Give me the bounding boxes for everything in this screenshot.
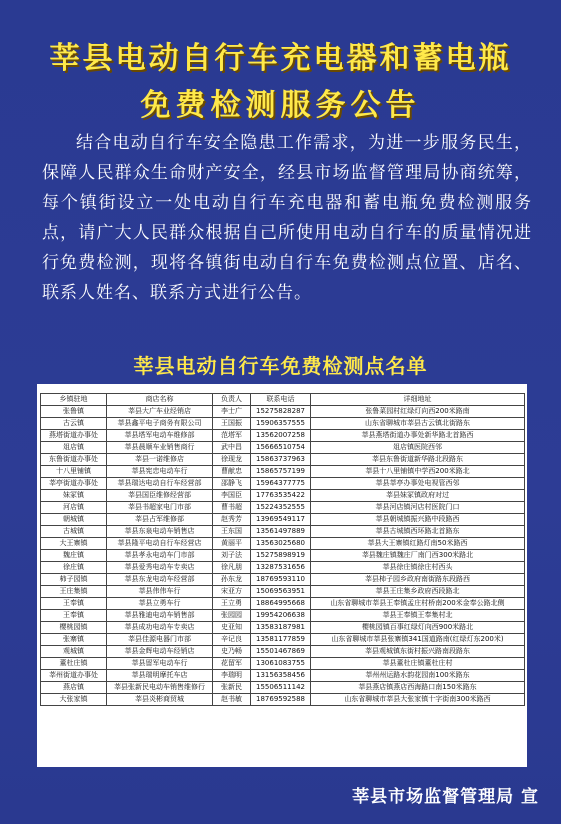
cell-store-name: 莘县东龙电动车经营部 [107, 574, 213, 586]
cell-town: 燕店镇 [41, 682, 107, 694]
cell-contact-person: 张新民 [213, 682, 251, 694]
cell-address: 莘县十八里铺镇中学西200米路北 [311, 466, 525, 478]
cell-address: 莘县大王寨镇红路灯南50米路西 [311, 538, 525, 550]
header-town: 乡镇驻地 [41, 394, 107, 406]
table-row [41, 586, 525, 598]
cell-store-name: 莘县国臣维修经营部 [107, 490, 213, 502]
table-row [41, 418, 525, 430]
cell-phone: 13562007258 [251, 430, 311, 442]
cell-phone: 13287531656 [251, 562, 311, 574]
cell-phone: 15906357555 [251, 418, 311, 430]
cell-phone: 15964377775 [251, 478, 311, 490]
cell-store-name: 莘县立勇车行 [107, 598, 213, 610]
table-row [41, 406, 525, 418]
table-row [41, 574, 525, 586]
cell-phone: 13061083755 [251, 658, 311, 670]
cell-address: 山东省聊城市莘县古云镇北街路东 [311, 418, 525, 430]
cell-contact-person: 邵静飞 [213, 478, 251, 490]
cell-town: 大王寨镇 [41, 538, 107, 550]
cell-address: 莘县魏庄镇魏庄厂南门西300米路北 [311, 550, 525, 562]
table-panel [37, 384, 527, 767]
cell-store-name: 莘县占军维修部 [107, 514, 213, 526]
table-row [41, 466, 525, 478]
cell-phone: 15275898919 [251, 550, 311, 562]
cell-contact-person: 刘子法 [213, 550, 251, 562]
cell-phone: 15865757199 [251, 466, 311, 478]
cell-phone: 15275828287 [251, 406, 311, 418]
cell-town: 东鲁街道办事处 [41, 454, 107, 466]
cell-address: 莘县柿子园乡政府南街路东段路西 [311, 574, 525, 586]
cell-contact-person: 黄丽平 [213, 538, 251, 550]
cell-town: 河店镇 [41, 502, 107, 514]
cell-contact-person: 徐现龙 [213, 454, 251, 466]
table-row [41, 694, 525, 706]
cell-contact-person: 赵秀芳 [213, 514, 251, 526]
cell-contact-person: 王东国 [213, 526, 251, 538]
cell-town: 董杜庄镇 [41, 658, 107, 670]
cell-contact-person: 孙东龙 [213, 574, 251, 586]
cell-address: 莘县王奉镇王奉集村北 [311, 610, 525, 622]
cell-phone: 15506511142 [251, 682, 311, 694]
cell-store-name: 莘县鑫平电子商务有限公司 [107, 418, 213, 430]
cell-town: 柿子园镇 [41, 574, 107, 586]
cell-town: 王奉镇 [41, 610, 107, 622]
cell-address: 莘县燕塔街道办事处新华路北首路西 [311, 430, 525, 442]
cell-address: 莘县古城镇西环路北首路东 [311, 526, 525, 538]
table-row [41, 454, 525, 466]
cell-contact-person: 徐凡朋 [213, 562, 251, 574]
table-row [41, 634, 525, 646]
cell-store-name: 莘县成功电动车专卖店 [107, 622, 213, 634]
cell-address: 莘州州运路水韵花园南100米路东 [311, 670, 525, 682]
cell-phone: 15224352555 [251, 502, 311, 514]
cell-contact-person: 辛记良 [213, 634, 251, 646]
cell-phone: 15863737963 [251, 454, 311, 466]
cell-address: 山东省聊城市莘县张寨镇341国道路南(红绿灯东200米) [311, 634, 525, 646]
cell-town: 张寨镇 [41, 634, 107, 646]
table-row [41, 682, 525, 694]
cell-contact-person: 武中昌 [213, 442, 251, 454]
cell-town: 古城镇 [41, 526, 107, 538]
cell-phone: 13156358456 [251, 670, 311, 682]
header-store-name: 商店名称 [107, 394, 213, 406]
table-row [41, 622, 525, 634]
cell-phone: 15666510754 [251, 442, 311, 454]
cell-address: 莘县徐庄镇徐庄村西头 [311, 562, 525, 574]
cell-town: 莘亭街道办事处 [41, 478, 107, 490]
cell-phone: 13583187981 [251, 622, 311, 634]
cell-town: 大张家镇 [41, 694, 107, 706]
table-row [41, 598, 525, 610]
cell-phone: 15501467869 [251, 646, 311, 658]
cell-store-name: 莘县塔军电动车维修部 [107, 430, 213, 442]
cell-store-name: 莘县爱秀电动车专卖店 [107, 562, 213, 574]
cell-contact-person: 王国振 [213, 418, 251, 430]
table-row [41, 550, 525, 562]
table-body [41, 406, 525, 706]
table-row [41, 670, 525, 682]
cell-town: 俎店镇 [41, 442, 107, 454]
table-row [41, 478, 525, 490]
cell-phone: 19954206638 [251, 610, 311, 622]
cell-address: 莘县妹冢镇政府对过 [311, 490, 525, 502]
table-row [41, 658, 525, 670]
table-row [41, 490, 525, 502]
cell-town: 徐庄镇 [41, 562, 107, 574]
cell-store-name: 莘县宪忠电动车行 [107, 466, 213, 478]
table-row [41, 646, 525, 658]
cell-store-name: 莘县晨顺车业销售商行 [107, 442, 213, 454]
intro-paragraph: 结合电动自行车安全隐患工作需求，为进一步服务民生，保障人民群众生命财产安全，经县市场监督管理局协商统筹，每个镇街设立一处电动自行车充电器和蓄电瓶免费检测服务点，请广大人民群众根据自己所使用电动自行车的质量情况进行免费检测，现将各镇街电动自行车免费检测点位置、店名、联系人姓名、联系方式进行公告。 [42, 133, 532, 303]
cell-town: 莘州街道办事处 [41, 670, 107, 682]
table-row [41, 526, 525, 538]
cell-contact-person: 李士广 [213, 406, 251, 418]
table-row [41, 538, 525, 550]
cell-store-name: 莘县留军电动车行 [107, 658, 213, 670]
header-address: 详细地址 [311, 394, 525, 406]
cell-phone: 13969549117 [251, 514, 311, 526]
cell-town: 观城镇 [41, 646, 107, 658]
cell-store-name: 莘县瑞明摩托车店 [107, 670, 213, 682]
cell-address: 莘县王庄集乡政府西段路北 [311, 586, 525, 598]
cell-store-name: 莘县金辉电动车经销店 [107, 646, 213, 658]
cell-town: 张鲁镇 [41, 406, 107, 418]
cell-address: 俎店镇医院西邻 [311, 442, 525, 454]
title-line-2: 免费检测服务公告 [140, 88, 421, 123]
cell-town: 妹冢镇 [41, 490, 107, 502]
cell-town: 王奉镇 [41, 598, 107, 610]
cell-contact-person: 范塔军 [213, 430, 251, 442]
cell-town: 朝城镇 [41, 514, 107, 526]
cell-address: 莘县河店镇河店村医院门口 [311, 502, 525, 514]
cell-address: 莘县观城镇东街村振兴路南段路东 [311, 646, 525, 658]
cell-phone: 13581177859 [251, 634, 311, 646]
cell-phone: 18769593110 [251, 574, 311, 586]
cell-address: 莘县朝城镇振兴路中段路西 [311, 514, 525, 526]
table-row [41, 430, 525, 442]
cell-contact-person: 曹献忠 [213, 466, 251, 478]
cell-contact-person: 赵书敏 [213, 694, 251, 706]
header-phone: 联系电话 [251, 394, 311, 406]
table-header-row [41, 394, 525, 406]
inspection-points-table [40, 393, 525, 706]
cell-store-name: 莘县隆平电动自行车经营店 [107, 538, 213, 550]
cell-contact-person: 张园园 [213, 610, 251, 622]
cell-address: 张鲁菜园村红绿灯向西200米路南 [311, 406, 525, 418]
table-row [41, 442, 525, 454]
cell-phone: 17763535422 [251, 490, 311, 502]
header-contact-person: 负责人 [213, 394, 251, 406]
cell-store-name: 莘县雅迪电动车销售部 [107, 610, 213, 622]
cell-store-name: 莘县大广车业经销店 [107, 406, 213, 418]
table-title: 莘县电动自行车免费检测点名单 [133, 354, 428, 378]
cell-town: 王庄集镇 [41, 586, 107, 598]
cell-phone: 15069563951 [251, 586, 311, 598]
table-row [41, 514, 525, 526]
title-line-1: 莘县电动自行车充电器和蓄电瓶 [49, 41, 512, 76]
cell-contact-person: 宋亚方 [213, 586, 251, 598]
cell-town: 十八里铺镇 [41, 466, 107, 478]
issuer-footer: 莘县市场监督管理局 宣 [352, 787, 539, 807]
cell-town: 古云镇 [41, 418, 107, 430]
cell-contact-person: 曹书超 [213, 502, 251, 514]
cell-store-name: 莘县伟伟车行 [107, 586, 213, 598]
table-row [41, 502, 525, 514]
cell-phone: 18769592588 [251, 694, 311, 706]
cell-store-name: 莘县东泉电动车销售店 [107, 526, 213, 538]
cell-store-name: 莘县一诺维修店 [107, 454, 213, 466]
cell-address: 莘县董杜庄镇董杜庄村 [311, 658, 525, 670]
cell-phone: 13561497889 [251, 526, 311, 538]
cell-address: 莘县莘亭办事处电视管西邻 [311, 478, 525, 490]
cell-address: 山东省聊城市莘县大张家镇十字街南300米路西 [311, 694, 525, 706]
cell-store-name: 莘县孝永电动车门市部 [107, 550, 213, 562]
cell-store-name: 莘县炎彬商贸城 [107, 694, 213, 706]
cell-contact-person: 史亚知 [213, 622, 251, 634]
cell-store-name: 莘县瑞达电动自行车经营部 [107, 478, 213, 490]
cell-contact-person: 史乃畅 [213, 646, 251, 658]
cell-store-name: 莘县书超家电门市部 [107, 502, 213, 514]
cell-contact-person: 李瑞明 [213, 670, 251, 682]
table-row [41, 562, 525, 574]
cell-contact-person: 李国臣 [213, 490, 251, 502]
cell-contact-person: 王立勇 [213, 598, 251, 610]
cell-contact-person: 花留军 [213, 658, 251, 670]
cell-town: 樱桃园镇 [41, 622, 107, 634]
cell-store-name: 莘县张新民电动车销售维修行 [107, 682, 213, 694]
cell-address: 樱桃园镇百事红绿灯向西900米路北 [311, 622, 525, 634]
cell-phone: 18864995668 [251, 598, 311, 610]
cell-address: 山东省聊城市莘县王奉镇孟庄村桥南200米金奉公路北侧 [311, 598, 525, 610]
cell-store-name: 莘县佳源电器门市部 [107, 634, 213, 646]
cell-town: 魏庄镇 [41, 550, 107, 562]
cell-address: 莘县燕店镇燕店西海路口南150米路东 [311, 682, 525, 694]
cell-phone: 13563025680 [251, 538, 311, 550]
table-row [41, 610, 525, 622]
cell-town: 燕塔街道办事处 [41, 430, 107, 442]
cell-address: 莘县东鲁街道新华路北段路东 [311, 454, 525, 466]
